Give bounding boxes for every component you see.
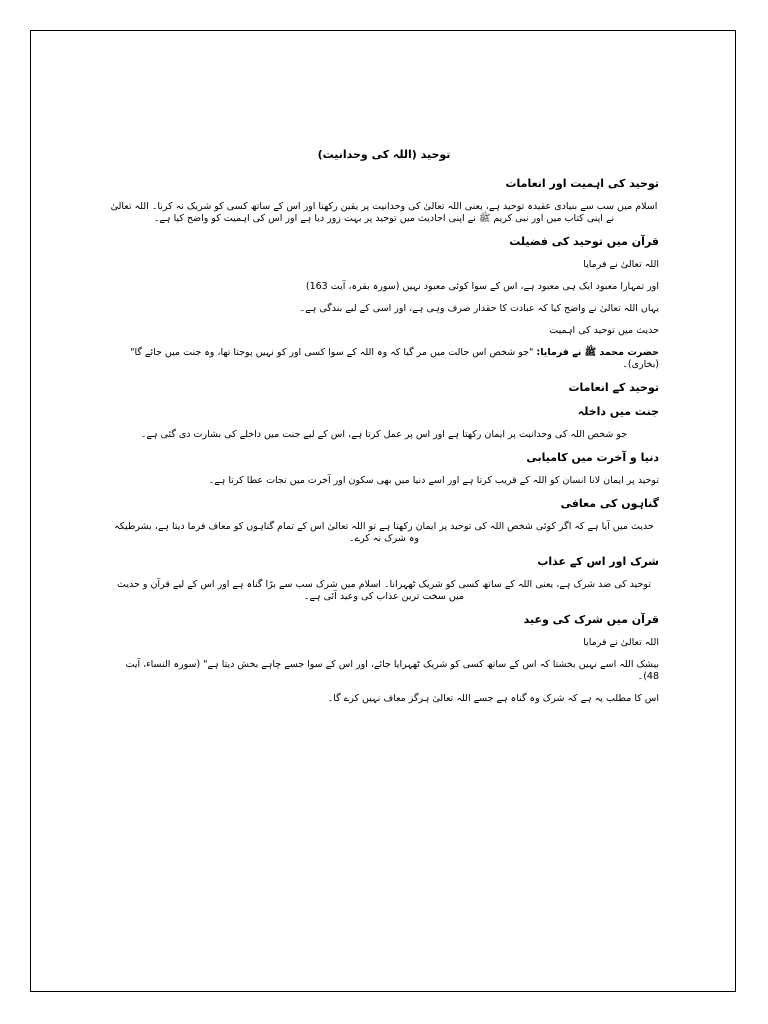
section-heading: شرک اور اس کے عذاب — [537, 555, 659, 568]
body-paragraph: اسلام میں سب سے بنیادی عقیدہ توحید ہے، یعنی اللہ تعالیٰ کی وحدانیت پر یقین رکھنا اور اس کے ساتھ کسی کو شریک نہ کرنا۔ اللہ تعالیٰ نے اپنی کتاب میں اور نبی کریم ﷺ نے اپنی احادیث میں توحید پر بہت زور دیا ہے اور اس کی اہمیت کو واضح کیا ہے۔ — [110, 201, 658, 224]
hadith-paragraph — [109, 347, 659, 371]
body-paragraph: اللہ تعالیٰ نے فرمایا — [583, 637, 659, 648]
body-paragraph: حدیث میں توحید کی اہمیت — [549, 325, 659, 336]
body-paragraph: اس کا مطلب یہ ہے کہ شرک وہ گناہ ہے جسے اللہ تعالیٰ ہرگز معاف نہیں کرے گا۔ — [327, 693, 659, 704]
document-title: توحید (اللہ کی وحدانیت) — [317, 148, 451, 161]
hadith-text: "جو شخص اس حالت میں مر گیا کہ وہ اللہ کے سوا کسی اور کو نہیں پوجتا تھا، وہ جنت میں جائے گا" (بخاری)۔ — [130, 347, 659, 370]
section-heading: توحید کی اہمیت اور انعامات — [505, 177, 659, 190]
body-paragraph: یہاں اللہ تعالیٰ نے واضح کیا کہ عبادت کا حقدار صرف وہی ہے، اور اسی کے لیے بندگی ہے۔ — [299, 303, 659, 314]
body-paragraph: توحید کی ضد شرک ہے، یعنی اللہ کے ساتھ کسی کو شریک ٹھہرانا۔ اسلام میں شرک سب سے بڑا گناہ ہے اور اس کے لیے قرآن و حدیث میں سخت ترین عذاب کی وعید آئی ہے۔ — [117, 579, 651, 602]
section-heading: دنیا و آخرت میں کامیابی — [526, 451, 659, 464]
body-paragraph: جو شخص اللہ کی وحدانیت پر ایمان رکھتا ہے اور اس پر عمل کرتا ہے، اس کے لیے جنت میں داخلے کی بشارت دی گئی ہے۔ — [140, 429, 628, 440]
body-paragraph: توحید پر ایمان لانا انسان کو اللہ کے قریب کرتا ہے اور اسے دنیا میں بھی سکون اور آخرت میں نجات عطا کرتا ہے۔ — [208, 475, 659, 486]
document-body — [109, 149, 659, 715]
section-heading: گناہوں کی معافی — [560, 497, 659, 510]
body-paragraph: حدیث میں آیا ہے کہ اگر کوئی شخص اللہ کی توحید پر ایمان رکھتا ہے تو اللہ تعالیٰ اس کے تمام گناہوں کو معاف فرما دیتا ہے، بشرطیکہ وہ شرک نہ کرے۔ — [114, 521, 654, 544]
section-heading: جنت میں داخلہ — [577, 405, 659, 418]
page-frame — [30, 30, 736, 992]
hadith-attribution: حضرت محمد ﷺ نے فرمایا: — [536, 347, 659, 358]
body-paragraph: اللہ تعالیٰ نے فرمایا — [583, 259, 659, 270]
section-heading: قرآن میں شرک کی وعید — [523, 613, 659, 626]
section-heading: قرآن میں توحید کی فضیلت — [509, 235, 659, 248]
section-heading: توحید کے انعامات — [568, 381, 659, 394]
document-sections — [109, 177, 659, 705]
body-paragraph: اور تمہارا معبود ایک ہی معبود ہے، اس کے سوا کوئی معبود نہیں (سورہ بقرہ، آیت 163) — [305, 281, 659, 292]
body-paragraph: بیشک اللہ اسے نہیں بخشتا کہ اس کے ساتھ کسی کو شریک ٹھہرایا جائے، اور اس کے سوا جسے چاہے بخش دیتا ہے" (سورہ النساء، آیت 48)۔ — [125, 659, 659, 682]
